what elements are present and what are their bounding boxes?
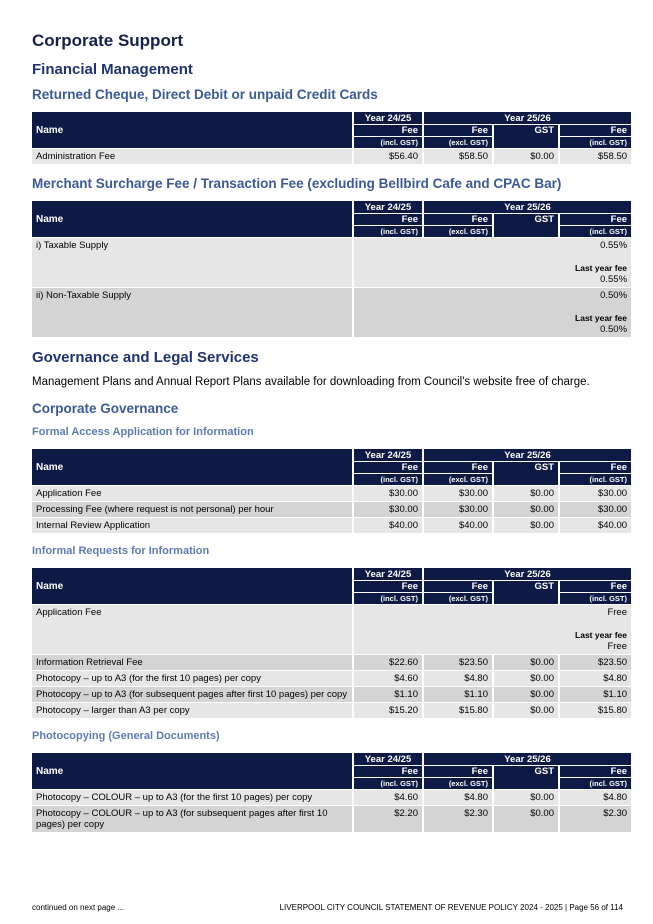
column-header-incl-gst: (incl. GST) [560,474,631,485]
page-content [32,30,628,843]
table-row [32,502,631,517]
fee-current: Free [607,607,628,618]
column-header-excl-gst: (excl. GST) [424,226,492,237]
column-header-year-next: Year 25/26 [424,449,631,461]
table-row [32,518,631,533]
fee-gst: $0.00 [494,518,558,533]
section-title-financial-management: Financial Management [32,61,193,78]
fee-name: Internal Review Application [32,518,352,533]
column-header-fee: Fee [354,766,422,777]
fee-excl: $1.10 [424,687,492,702]
column-header-year-next: Year 25/26 [424,201,631,213]
column-header-year-prev: Year 24/25 [354,568,422,580]
fee-gst: $0.00 [494,703,558,718]
fee-excl: $15.80 [424,703,492,718]
column-header-excl-gst: (excl. GST) [424,593,492,604]
fee-prev: $30.00 [354,486,422,501]
fee-value [354,238,631,287]
last-year-fee-value: Free [607,641,628,652]
fee-table-returned-cheque [30,111,633,165]
column-header-incl-gst: (incl. GST) [560,137,631,148]
table-row [32,605,631,654]
fee-gst: $0.00 [494,655,558,670]
fee-name: Photocopy – COLOUR – up to A3 (for the first 10 pages) per copy [32,790,352,805]
document-footer: LIVERPOOL CITY COUNCIL STATEMENT OF REVENUE POLICY 2024 - 2025 | Page 56 of 114 [279,903,623,912]
table-row [32,288,631,337]
table-row [32,790,631,805]
column-header-fee: Fee [354,214,422,225]
fee-prev: $2.20 [354,806,422,832]
column-header-excl-gst: (excl. GST) [424,778,492,789]
fee-name: Application Fee [32,486,352,501]
last-year-fee-value: 0.50% [600,324,628,335]
fee-excl: $40.00 [424,518,492,533]
fee-name: Photocopy – larger than A3 per copy [32,703,352,718]
fee-excl: $23.50 [424,655,492,670]
column-header-gst: GST [494,581,558,604]
column-header-fee: Fee [354,462,422,473]
fee-name: ii) Non-Taxable Supply [32,288,352,337]
column-header-incl-gst: (incl. GST) [354,778,422,789]
fee-name: Administration Fee [32,149,352,164]
column-header-year-prev: Year 24/25 [354,753,422,765]
page-title: Corporate Support [32,31,184,50]
fee-prev: $56.40 [354,149,422,164]
column-header-year-prev: Year 24/25 [354,112,422,124]
column-header-year-prev: Year 24/25 [354,201,422,213]
column-header-year-next: Year 25/26 [424,753,631,765]
table-row [32,149,631,164]
table-row [32,655,631,670]
column-header-gst: GST [494,214,558,237]
column-header-incl-gst: (incl. GST) [354,593,422,604]
column-header-fee: Fee [424,214,492,225]
fee-table-merchant-surcharge [30,200,633,338]
table-row [32,238,631,287]
fee-table-formal-access [30,448,633,534]
column-header-fee: Fee [424,125,492,136]
column-header-incl-gst: (incl. GST) [354,226,422,237]
column-header-fee: Fee [354,581,422,592]
fee-name: Photocopy – up to A3 (for subsequent pages after first 10 pages) per copy [32,687,352,702]
fee-incl: $1.10 [560,687,631,702]
column-header-incl-gst: (incl. GST) [354,137,422,148]
fee-gst: $0.00 [494,671,558,686]
column-header-fee: Fee [560,581,631,592]
subsubsection-title-informal-requests: Informal Requests for Information [32,545,210,557]
fee-prev: $30.00 [354,502,422,517]
fee-excl: $30.00 [424,502,492,517]
fee-table-photocopying [30,752,633,833]
subsubsection-title-formal-access: Formal Access Application for Information [32,426,254,438]
fee-name: Processing Fee (where request is not personal) per hour [32,502,352,517]
column-header-fee: Fee [560,766,631,777]
column-header-incl-gst: (incl. GST) [354,474,422,485]
column-header-fee: Fee [560,214,631,225]
fee-gst: $0.00 [494,790,558,805]
fee-name: Information Retrieval Fee [32,655,352,670]
fee-prev: $1.10 [354,687,422,702]
column-header-excl-gst: (excl. GST) [424,474,492,485]
fee-prev: $40.00 [354,518,422,533]
column-header-gst: GST [494,125,558,148]
column-header-incl-gst: (incl. GST) [560,226,631,237]
column-header-name: Name [32,753,352,789]
column-header-name: Name [32,568,352,604]
column-header-gst: GST [494,462,558,485]
table-row [32,806,631,832]
fee-gst: $0.00 [494,806,558,832]
column-header-year-prev: Year 24/25 [354,449,422,461]
fee-prev: $22.60 [354,655,422,670]
continued-note: continued on next page ... [32,903,125,912]
fee-value [354,288,631,337]
column-header-fee: Fee [424,581,492,592]
table-row [32,687,631,702]
last-year-fee-value: 0.55% [600,274,628,285]
fee-excl: $30.00 [424,486,492,501]
fee-excl: $2.30 [424,806,492,832]
fee-incl: $30.00 [560,502,631,517]
governance-note: Management Plans and Annual Report Plans available for downloading from Council's website free of charge. [32,376,590,388]
table-row [32,671,631,686]
column-header-incl-gst: (incl. GST) [560,593,631,604]
fee-prev: $15.20 [354,703,422,718]
table-row [32,486,631,501]
column-header-name: Name [32,112,352,148]
column-header-year-next: Year 25/26 [424,112,631,124]
fee-current: 0.50% [600,290,628,301]
subsection-title-merchant-surcharge: Merchant Surcharge Fee / Transaction Fee (excluding Bellbird Cafe and CPAC Bar) [32,176,562,191]
fee-table-informal-requests [30,567,633,719]
subsubsection-title-photocopying: Photocopying (General Documents) [32,730,220,742]
column-header-fee: Fee [560,462,631,473]
fee-value [354,605,631,654]
table-row [32,703,631,718]
last-year-fee-label: Last year fee [575,313,628,323]
column-header-year-next: Year 25/26 [424,568,631,580]
fee-incl: $58.50 [560,149,631,164]
column-header-excl-gst: (excl. GST) [424,137,492,148]
fee-gst: $0.00 [494,486,558,501]
section-title-governance: Governance and Legal Services [32,349,259,366]
fee-excl: $4.80 [424,671,492,686]
subsection-title-returned-cheque: Returned Cheque, Direct Debit or unpaid Credit Cards [32,87,378,102]
fee-gst: $0.00 [494,687,558,702]
fee-gst: $0.00 [494,502,558,517]
fee-current: 0.55% [600,240,628,251]
fee-incl: $4.80 [560,671,631,686]
last-year-fee-label: Last year fee [575,263,628,273]
fee-incl: $30.00 [560,486,631,501]
column-header-name: Name [32,449,352,485]
fee-excl: $4.80 [424,790,492,805]
fee-incl: $2.30 [560,806,631,832]
fee-excl: $58.50 [424,149,492,164]
fee-name: i) Taxable Supply [32,238,352,287]
fee-prev: $4.60 [354,671,422,686]
fee-incl: $23.50 [560,655,631,670]
column-header-fee: Fee [560,125,631,136]
fee-incl: $40.00 [560,518,631,533]
column-header-gst: GST [494,766,558,789]
fee-gst: $0.00 [494,149,558,164]
fee-prev: $4.60 [354,790,422,805]
fee-incl: $15.80 [560,703,631,718]
column-header-fee: Fee [354,125,422,136]
fee-name: Application Fee [32,605,352,654]
fee-name: Photocopy – COLOUR – up to A3 (for subsequent pages after first 10 pages) per copy [32,806,352,832]
column-header-name: Name [32,201,352,237]
subsection-title-corporate-governance: Corporate Governance [32,401,179,416]
column-header-fee: Fee [424,462,492,473]
fee-incl: $4.80 [560,790,631,805]
column-header-fee: Fee [424,766,492,777]
column-header-incl-gst: (incl. GST) [560,778,631,789]
last-year-fee-label: Last year fee [575,630,628,640]
fee-name: Photocopy – up to A3 (for the first 10 pages) per copy [32,671,352,686]
